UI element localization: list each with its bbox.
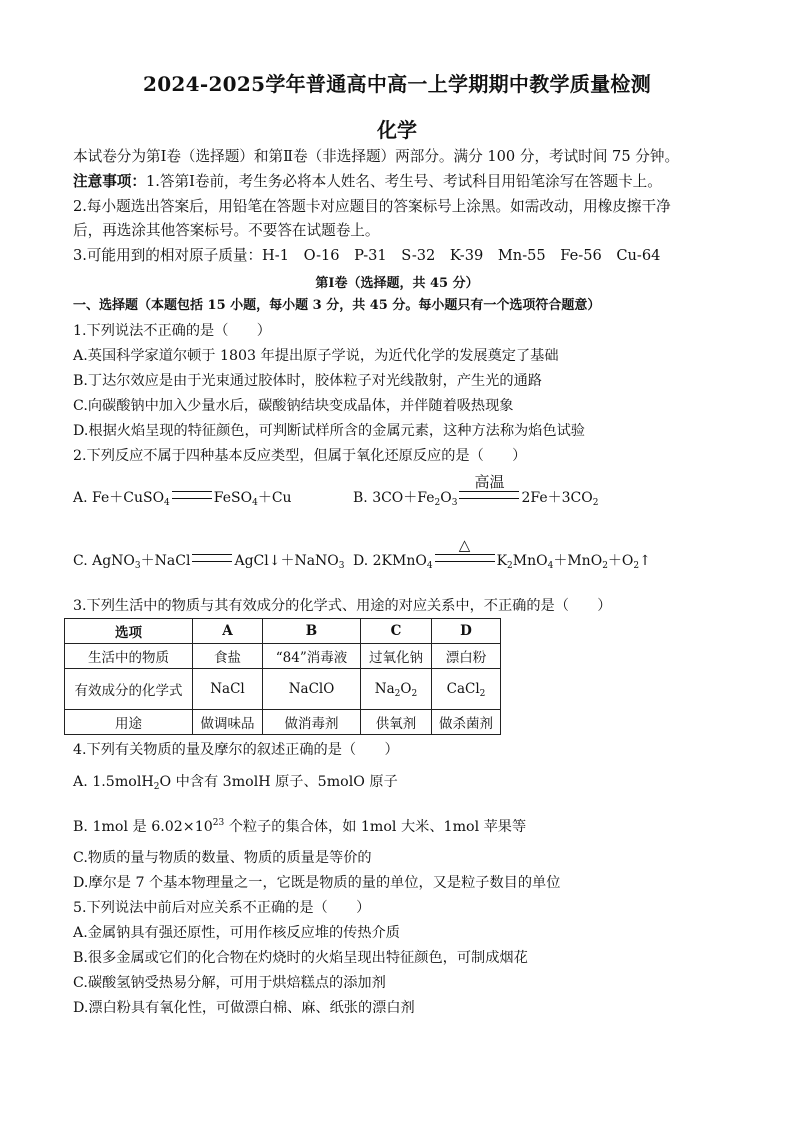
q2-option-c: C. AgNO$_3$＋NaCl AgCl↓＋NaNO$_3$	[73, 553, 345, 571]
table-row-label: 生活中的物质	[65, 644, 193, 669]
q1-option-d: D.根据火焰呈现的特征颜色，可判断试样所含的金属元素，这种方法称为焰色试验	[73, 423, 585, 439]
table-cell: 过氧化钠	[361, 644, 432, 669]
table-header-cell: A	[193, 619, 263, 644]
table-row	[65, 669, 501, 710]
q3-stem: 3.下列生活中的物质与其有效成分的化学式、用途的对应关系中，不正确的是（ ）	[73, 598, 612, 614]
table-header-cell: B	[263, 619, 361, 644]
q4-option-d: D.摩尔是 7 个基本物理量之一，它既是物质的量的单位，又是粒子数目的单位	[73, 875, 561, 891]
q5-option-b: B.很多金属或它们的化合物在灼烧时的火焰呈现出特征颜色，可制成烟花	[73, 950, 528, 966]
table-cell: NaCl	[193, 669, 263, 710]
notice-3: 3.可能用到的相对原子质量：H-1 O-16 P-31 S-32 K-39 Mn-55 Fe-56 Cu-64	[73, 247, 661, 264]
intro-line: 本试卷分为第Ⅰ卷（选择题）和第Ⅱ卷（非选择题）两部分。满分 100 分，考试时间 75 分钟。	[73, 148, 680, 165]
notice-line-1	[73, 172, 662, 192]
q4-option-c: C.物质的量与物质的数量、物质的质量是等价的	[73, 850, 372, 866]
exam-title: 2024-2025学年普通高中高一上学期期中教学质量检测	[142, 72, 652, 96]
table-cell: 食盐	[193, 644, 263, 669]
q1-option-b: B.丁达尔效应是由于光束通过胶体时，胶体粒子对光线散射，产生光的通路	[73, 373, 542, 389]
section-heading: 一、选择题（本题包括 15 小题，每小题 3 分，共 45 分。每小题只有一个选项符合题意）	[73, 298, 601, 313]
table-cell: NaClO	[263, 669, 361, 710]
q5-option-a: A.金属钠具有强还原性，可用作核反应堆的传热介质	[73, 925, 400, 941]
table-cell: $Na_2O_2$	[361, 669, 432, 710]
q5-option-c: C.碳酸氢钠受热易分解，可用于烘焙糕点的添加剂	[73, 975, 386, 991]
table-row	[65, 644, 501, 669]
table-cell: 供氧剂	[361, 710, 432, 735]
q4-option-b: B. 1mol 是 $6.02\times 10^{23}$ 个粒子的集合体，如 1mol 大米、1mol 苹果等	[73, 818, 527, 835]
q1-stem: 1.下列说法不正确的是（ ）	[73, 323, 271, 339]
table-header-cell: D	[432, 619, 501, 644]
notice-2b: 后，再选涂其他答案标号。不要答在试题卷上。	[73, 222, 380, 239]
q5-option-d: D.漂白粉具有氧化性，可做漂白棉、麻、纸张的漂白剂	[73, 1000, 415, 1016]
table-cell: 做消毒剂	[263, 710, 361, 735]
notice-label: 注意事项：	[73, 173, 146, 190]
q5-stem: 5.下列说法中前后对应关系不正确的是（ ）	[73, 900, 371, 916]
q2-option-a: A. Fe＋CuSO$_4$ FeSO$_4$＋Cu	[73, 490, 292, 508]
part1-heading: 第Ⅰ卷（选择题，共 45 分）	[315, 276, 479, 291]
notice-1: 1.答第Ⅰ卷前，考生务必将本人姓名、考生号、考试科目用铅笔涂写在答题卡上。	[145, 173, 662, 190]
table-header-cell: C	[361, 619, 432, 644]
condition-heat: △	[458, 536, 471, 554]
condition-high-temp: 高温	[474, 473, 505, 491]
table-row-label: 用途	[65, 710, 193, 735]
notice-2a: 2.每小题选出答案后，用铅笔在答题卡对应题目的答案标号上涂黑。如需改动，用橡皮擦干净	[73, 198, 671, 215]
q2-option-b: B. $3CO+Fe_2O_3$ 高温 $2Fe+3CO_2$	[353, 473, 599, 508]
table-row	[65, 710, 501, 735]
table-cell: 漂白粉	[432, 644, 501, 669]
q1-option-a: A.英国科学家道尔顿于 1803 年提出原子学说，为近代化学的发展奠定了基础	[73, 348, 559, 364]
table-row	[65, 619, 501, 644]
table-header-cell: 选项	[65, 619, 193, 644]
table-cell: “84”消毒液	[263, 644, 361, 669]
q1-option-c: C.向碳酸钠中加入少量水后，碳酸钠结块变成晶体，并伴随着吸热现象	[73, 398, 514, 414]
exam-subject: 化学	[377, 118, 417, 142]
q4-stem: 4.下列有关物质的量及摩尔的叙述正确的是（ ）	[73, 742, 399, 758]
q3-table	[64, 618, 501, 735]
table-cell: CaCl$_2$	[432, 669, 501, 710]
table-cell: 做杀菌剂	[432, 710, 501, 735]
q2-stem: 2.下列反应不属于四种基本反应类型，但属于氧化还原反应的是（ ）	[73, 448, 527, 464]
table-cell: 做调味品	[193, 710, 263, 735]
q2-option-d: D. 2KMnO$_4$ △ $K_2MnO_4+MnO_2+O_2↑$	[353, 536, 651, 571]
q4-option-a: A. 1.5molH$_2$O 中含有 3molH 原子、5molO 原子	[73, 774, 398, 792]
table-row-label: 有效成分的化学式	[65, 669, 193, 710]
